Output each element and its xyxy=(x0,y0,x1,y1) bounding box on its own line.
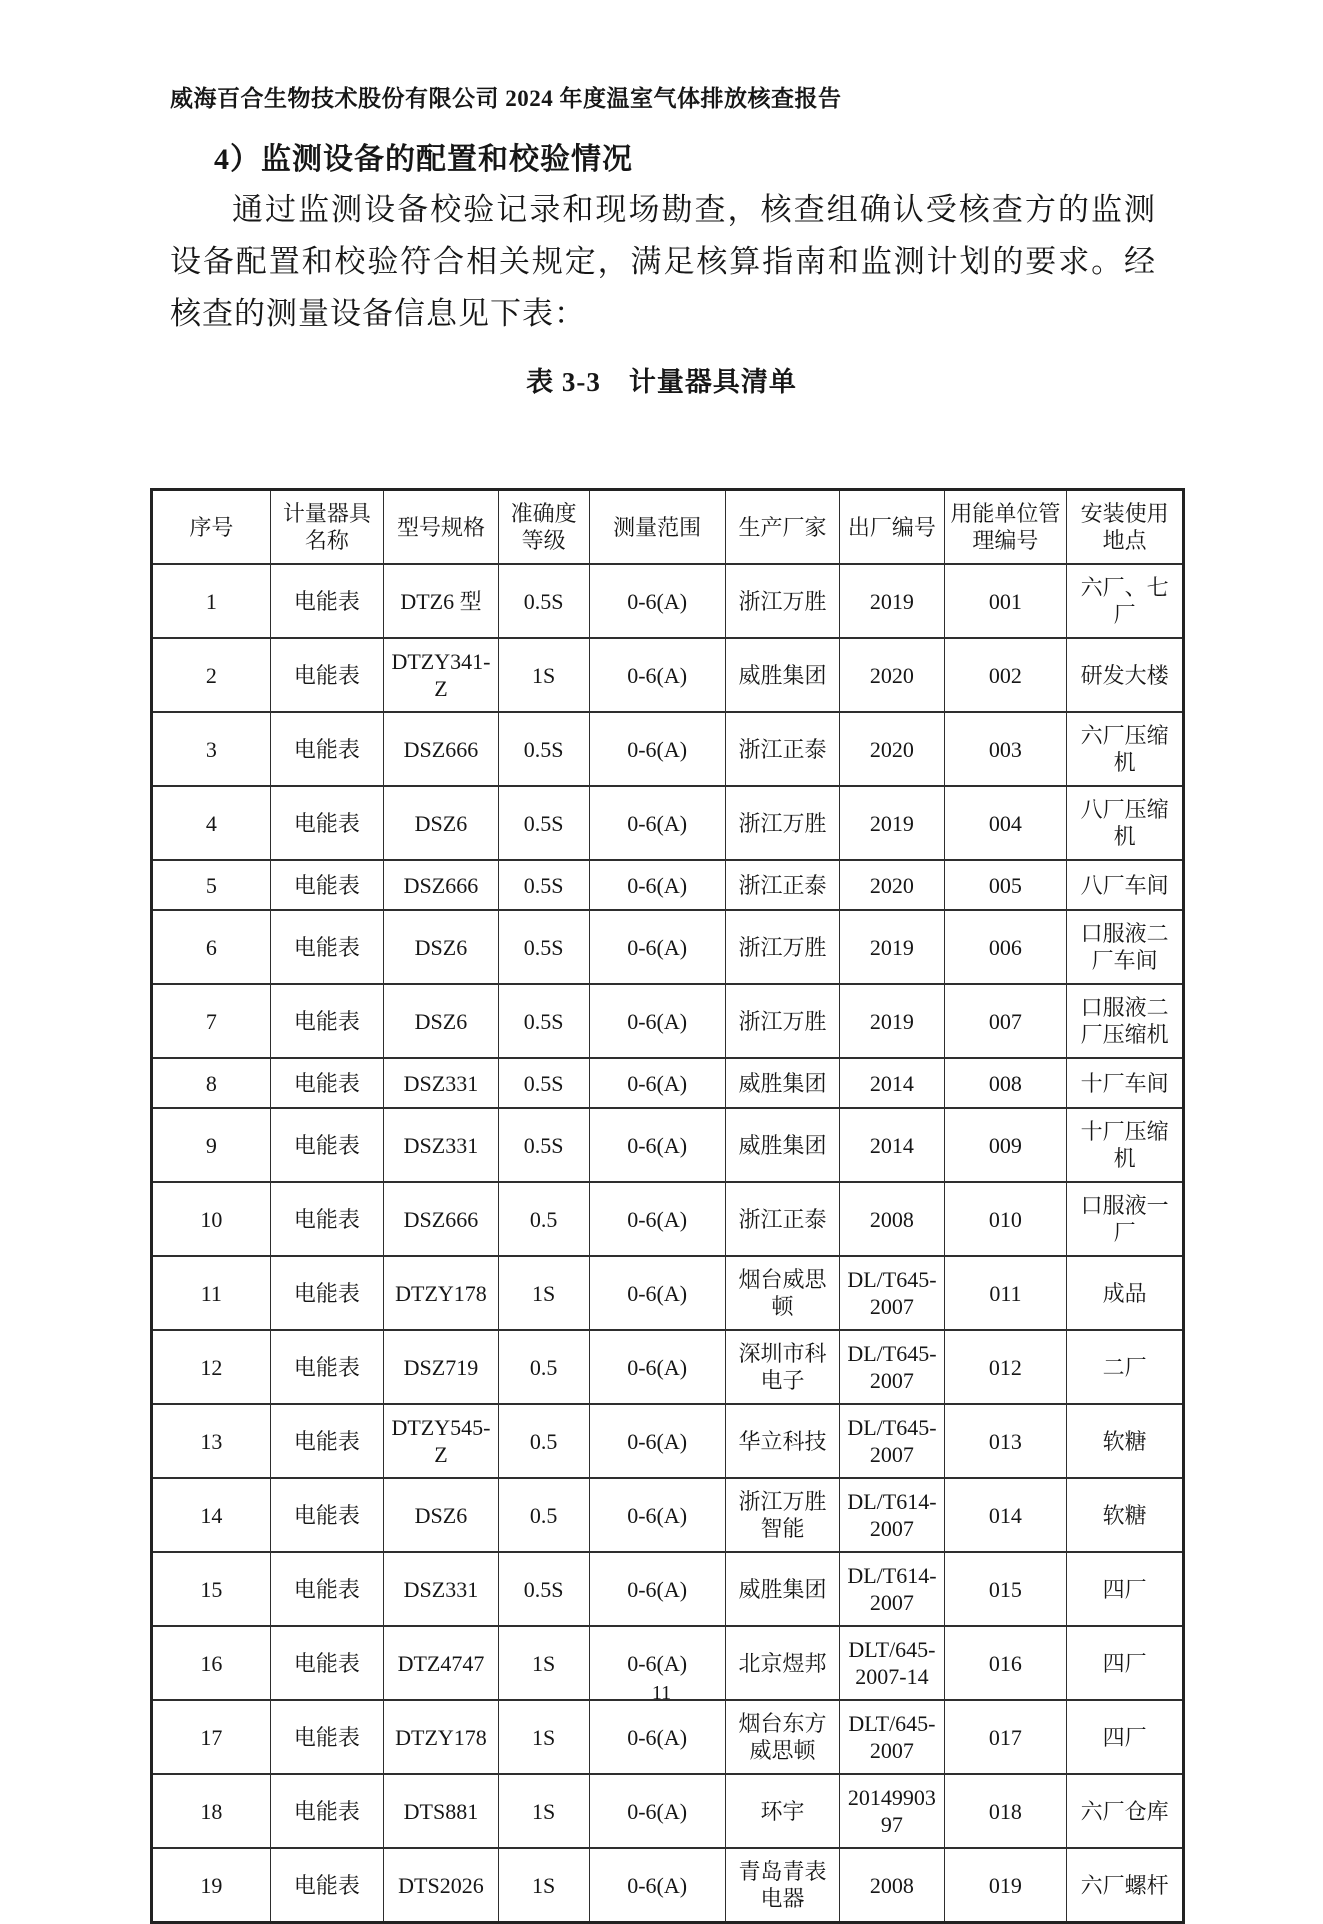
table-cell: 1 xyxy=(152,564,271,638)
table-cell: 浙江万胜 xyxy=(725,984,840,1058)
table-cell: 0-6(A) xyxy=(589,1848,725,1923)
table-row xyxy=(152,1256,1184,1330)
table-cell: 0-6(A) xyxy=(589,1330,725,1404)
table-cell: 电能表 xyxy=(270,1478,384,1552)
table-cell: 浙江万胜 xyxy=(725,910,840,984)
table-cell: 0.5S xyxy=(498,786,589,860)
table-cell: 六厂压缩机 xyxy=(1067,712,1184,786)
table-cell: 0.5S xyxy=(498,860,589,910)
table-row xyxy=(152,1478,1184,1552)
table-cell: 电能表 xyxy=(270,1700,384,1774)
table-cell: DTS881 xyxy=(384,1774,499,1848)
table-cell: 0-6(A) xyxy=(589,1774,725,1848)
table-cell: 1S xyxy=(498,1774,589,1848)
table-cell: 001 xyxy=(944,564,1067,638)
table-cell: 0-6(A) xyxy=(589,1404,725,1478)
table-cell: 0-6(A) xyxy=(589,1256,725,1330)
table-cell: 14 xyxy=(152,1478,271,1552)
table-cell: DSZ719 xyxy=(384,1330,499,1404)
table-cell: 烟台东方威思顿 xyxy=(725,1700,840,1774)
table-cell: 深圳市科电子 xyxy=(725,1330,840,1404)
table-cell: 018 xyxy=(944,1774,1067,1848)
table-cell: 烟台威思顿 xyxy=(725,1256,840,1330)
table-cell: 威胜集团 xyxy=(725,1108,840,1182)
table-cell: 2020 xyxy=(840,638,944,712)
column-header: 测量范围 xyxy=(589,490,725,565)
table-row xyxy=(152,910,1184,984)
table-cell: 0.5 xyxy=(498,1478,589,1552)
table-cell: 2019 xyxy=(840,984,944,1058)
table-cell: 13 xyxy=(152,1404,271,1478)
table-cell: 016 xyxy=(944,1626,1067,1700)
table-row xyxy=(152,712,1184,786)
table-cell: 5 xyxy=(152,860,271,910)
table-cell: 3 xyxy=(152,712,271,786)
table-cell: 0.5S xyxy=(498,1058,589,1108)
table-cell: 2019 xyxy=(840,564,944,638)
table-cell: 六厂、七厂 xyxy=(1067,564,1184,638)
table-cell: 0-6(A) xyxy=(589,1700,725,1774)
table-cell: DSZ666 xyxy=(384,1182,499,1256)
table-row xyxy=(152,1108,1184,1182)
table-cell: 0.5 xyxy=(498,1404,589,1478)
table-cell: 2019 xyxy=(840,910,944,984)
table-cell: 电能表 xyxy=(270,1848,384,1923)
table-cell: 2019 xyxy=(840,786,944,860)
column-header: 准确度等级 xyxy=(498,490,589,565)
body-paragraph: 通过监测设备校验记录和现场勘查，核查组确认受核查方的监测设备配置和校验符合相关规定，满足核算指南和监测计划的要求。经核查的测量设备信息见下表： xyxy=(170,192,1156,331)
table-cell: 电能表 xyxy=(270,1774,384,1848)
table-cell: 成品 xyxy=(1067,1256,1184,1330)
table-cell: 电能表 xyxy=(270,1552,384,1626)
table-cell: 6 xyxy=(152,910,271,984)
table-cell: 0-6(A) xyxy=(589,1552,725,1626)
table-cell: 2008 xyxy=(840,1848,944,1923)
table-cell: 0-6(A) xyxy=(589,786,725,860)
table-cell: 009 xyxy=(944,1108,1067,1182)
table-cell: 0.5S xyxy=(498,984,589,1058)
table-cell: 四厂 xyxy=(1067,1552,1184,1626)
table-row xyxy=(152,984,1184,1058)
table-cell: 0-6(A) xyxy=(589,1182,725,1256)
table-cell: DSZ6 xyxy=(384,910,499,984)
table-cell: DTS2026 xyxy=(384,1848,499,1923)
table-cell: 0.5 xyxy=(498,1182,589,1256)
table-cell: 0-6(A) xyxy=(589,638,725,712)
table-cell: 2014 xyxy=(840,1108,944,1182)
table-cell: 十厂压缩机 xyxy=(1067,1108,1184,1182)
table-cell: 015 xyxy=(944,1552,1067,1626)
table-cell: 浙江正泰 xyxy=(725,1182,840,1256)
table-cell: 电能表 xyxy=(270,1182,384,1256)
table-cell: 4 xyxy=(152,786,271,860)
table-cell: 0-6(A) xyxy=(589,564,725,638)
table-cell: DSZ6 xyxy=(384,786,499,860)
table-cell: 浙江万胜 xyxy=(725,786,840,860)
table-cell: 0-6(A) xyxy=(589,712,725,786)
table-header-row xyxy=(152,490,1184,565)
table-row xyxy=(152,860,1184,910)
table-cell: 2020 xyxy=(840,712,944,786)
table-cell: 电能表 xyxy=(270,910,384,984)
table-cell: 0-6(A) xyxy=(589,1478,725,1552)
table-cell: 电能表 xyxy=(270,1330,384,1404)
table-row xyxy=(152,564,1184,638)
table-cell: 电能表 xyxy=(270,1108,384,1182)
table-row xyxy=(152,1700,1184,1774)
table-cell: 7 xyxy=(152,984,271,1058)
table-cell: DL/T645-2007 xyxy=(840,1330,944,1404)
table-cell: 六厂螺杆 xyxy=(1067,1848,1184,1923)
table-cell: DTZ6 型 xyxy=(384,564,499,638)
column-header: 生产厂家 xyxy=(725,490,840,565)
table-cell: 0.5S xyxy=(498,910,589,984)
table-cell: 浙江正泰 xyxy=(725,712,840,786)
column-header: 型号规格 xyxy=(384,490,499,565)
table-cell: 2 xyxy=(152,638,271,712)
table-cell: 电能表 xyxy=(270,712,384,786)
table-cell: DTZY178 xyxy=(384,1700,499,1774)
table-cell: 16 xyxy=(152,1626,271,1700)
table-cell: 019 xyxy=(944,1848,1067,1923)
table-cell: 口服液二厂压缩机 xyxy=(1067,984,1184,1058)
table-cell: 电能表 xyxy=(270,1404,384,1478)
table-row xyxy=(152,638,1184,712)
table-cell: 电能表 xyxy=(270,786,384,860)
table-cell: DSZ331 xyxy=(384,1108,499,1182)
table-cell: 008 xyxy=(944,1058,1067,1108)
table-cell: 四厂 xyxy=(1067,1700,1184,1774)
table-cell: 12 xyxy=(152,1330,271,1404)
table-cell: 环宇 xyxy=(725,1774,840,1848)
table-cell: 六厂仓库 xyxy=(1067,1774,1184,1848)
table-cell: DSZ6 xyxy=(384,984,499,1058)
table-cell: 0-6(A) xyxy=(589,1058,725,1108)
table-cell: DSZ331 xyxy=(384,1552,499,1626)
table-cell: 1S xyxy=(498,1256,589,1330)
table-cell: 威胜集团 xyxy=(725,638,840,712)
table-cell: 浙江万胜 xyxy=(725,564,840,638)
table-cell: DLT/645-2007-14 xyxy=(840,1626,944,1700)
table-cell: 017 xyxy=(944,1700,1067,1774)
table-cell: 研发大楼 xyxy=(1067,638,1184,712)
table-cell: DL/T645-2007 xyxy=(840,1404,944,1478)
table-cell: 0-6(A) xyxy=(589,984,725,1058)
document-header: 威海百合生物技术股份有限公司 2024 年度温室气体排放核查报告 xyxy=(170,86,842,111)
table-cell: 软糖 xyxy=(1067,1404,1184,1478)
table-row xyxy=(152,1774,1184,1848)
table-row xyxy=(152,1848,1184,1923)
table-cell: 八厂压缩机 xyxy=(1067,786,1184,860)
table-cell: 10 xyxy=(152,1182,271,1256)
table-cell: DTZY178 xyxy=(384,1256,499,1330)
table-cell: DTZY341-Z xyxy=(384,638,499,712)
table-cell: 004 xyxy=(944,786,1067,860)
table-row xyxy=(152,1182,1184,1256)
table-cell: 1S xyxy=(498,1848,589,1923)
table-cell: DSZ331 xyxy=(384,1058,499,1108)
table-cell: 电能表 xyxy=(270,564,384,638)
table-cell: 青岛青表电器 xyxy=(725,1848,840,1923)
table-cell: 0.5S xyxy=(498,564,589,638)
table-cell: DTZ4747 xyxy=(384,1626,499,1700)
table-cell: 四厂 xyxy=(1067,1626,1184,1700)
table-cell: DL/T614-2007 xyxy=(840,1478,944,1552)
table-cell: 电能表 xyxy=(270,860,384,910)
column-header: 序号 xyxy=(152,490,271,565)
table-cell: 0-6(A) xyxy=(589,1626,725,1700)
table-cell: 0-6(A) xyxy=(589,1108,725,1182)
table-row xyxy=(152,1404,1184,1478)
column-header: 计量器具名称 xyxy=(270,490,384,565)
table-cell: 2014990397 xyxy=(840,1774,944,1848)
table-cell: 1S xyxy=(498,1700,589,1774)
table-cell: 口服液二厂车间 xyxy=(1067,910,1184,984)
table-cell: 1S xyxy=(498,638,589,712)
table-title: 表 3-3 计量器具清单 xyxy=(526,367,797,397)
table-cell: 电能表 xyxy=(270,1058,384,1108)
table-cell: 0.5 xyxy=(498,1330,589,1404)
table-cell: 二厂 xyxy=(1067,1330,1184,1404)
table-cell: 002 xyxy=(944,638,1067,712)
table-cell: DTZY545-Z xyxy=(384,1404,499,1478)
table-cell: 电能表 xyxy=(270,1256,384,1330)
table-cell: 011 xyxy=(944,1256,1067,1330)
table-cell: 15 xyxy=(152,1552,271,1626)
table-cell: 2008 xyxy=(840,1182,944,1256)
table-cell: DSZ666 xyxy=(384,712,499,786)
column-header: 出厂编号 xyxy=(840,490,944,565)
table-cell: DLT/645-2007 xyxy=(840,1700,944,1774)
table-cell: 0-6(A) xyxy=(589,860,725,910)
table-row xyxy=(152,1552,1184,1626)
meter-table xyxy=(150,488,1185,1924)
table-cell: DL/T645-2007 xyxy=(840,1256,944,1330)
table-cell: 北京煜邦 xyxy=(725,1626,840,1700)
table-cell: DSZ666 xyxy=(384,860,499,910)
table-cell: 007 xyxy=(944,984,1067,1058)
table-cell: 9 xyxy=(152,1108,271,1182)
table-cell: DSZ6 xyxy=(384,1478,499,1552)
table-cell: 0.5S xyxy=(498,1108,589,1182)
table-cell: 威胜集团 xyxy=(725,1058,840,1108)
table-cell: 0-6(A) xyxy=(589,910,725,984)
table-cell: 0.5S xyxy=(498,1552,589,1626)
table-cell: 18 xyxy=(152,1774,271,1848)
table-cell: 0.5S xyxy=(498,712,589,786)
table-cell: 八厂车间 xyxy=(1067,860,1184,910)
table-cell: 012 xyxy=(944,1330,1067,1404)
table-cell: 2014 xyxy=(840,1058,944,1108)
table-body xyxy=(152,564,1184,1923)
column-header: 安装使用地点 xyxy=(1067,490,1184,565)
table-container xyxy=(150,488,1185,1924)
table-cell: 2020 xyxy=(840,860,944,910)
table-cell: 浙江万胜智能 xyxy=(725,1478,840,1552)
table-cell: 威胜集团 xyxy=(725,1552,840,1626)
table-cell: 005 xyxy=(944,860,1067,910)
table-cell: 华立科技 xyxy=(725,1404,840,1478)
column-header: 用能单位管理编号 xyxy=(944,490,1067,565)
table-cell: DL/T614-2007 xyxy=(840,1552,944,1626)
table-row xyxy=(152,1058,1184,1108)
table-cell: 17 xyxy=(152,1700,271,1774)
table-cell: 电能表 xyxy=(270,638,384,712)
table-row xyxy=(152,786,1184,860)
table-cell: 013 xyxy=(944,1404,1067,1478)
table-cell: 8 xyxy=(152,1058,271,1108)
table-cell: 19 xyxy=(152,1848,271,1923)
table-cell: 006 xyxy=(944,910,1067,984)
table-cell: 软糖 xyxy=(1067,1478,1184,1552)
table-cell: 014 xyxy=(944,1478,1067,1552)
table-row xyxy=(152,1330,1184,1404)
section-heading: 4）监测设备的配置和校验情况 xyxy=(214,143,633,176)
table-cell: 003 xyxy=(944,712,1067,786)
page-number: 11 xyxy=(651,1682,672,1704)
table-cell: 电能表 xyxy=(270,984,384,1058)
table-cell: 010 xyxy=(944,1182,1067,1256)
table-cell: 十厂车间 xyxy=(1067,1058,1184,1108)
table-cell: 口服液一厂 xyxy=(1067,1182,1184,1256)
table-cell: 11 xyxy=(152,1256,271,1330)
table-cell: 1S xyxy=(498,1626,589,1700)
table-cell: 电能表 xyxy=(270,1626,384,1700)
table-cell: 浙江正泰 xyxy=(725,860,840,910)
